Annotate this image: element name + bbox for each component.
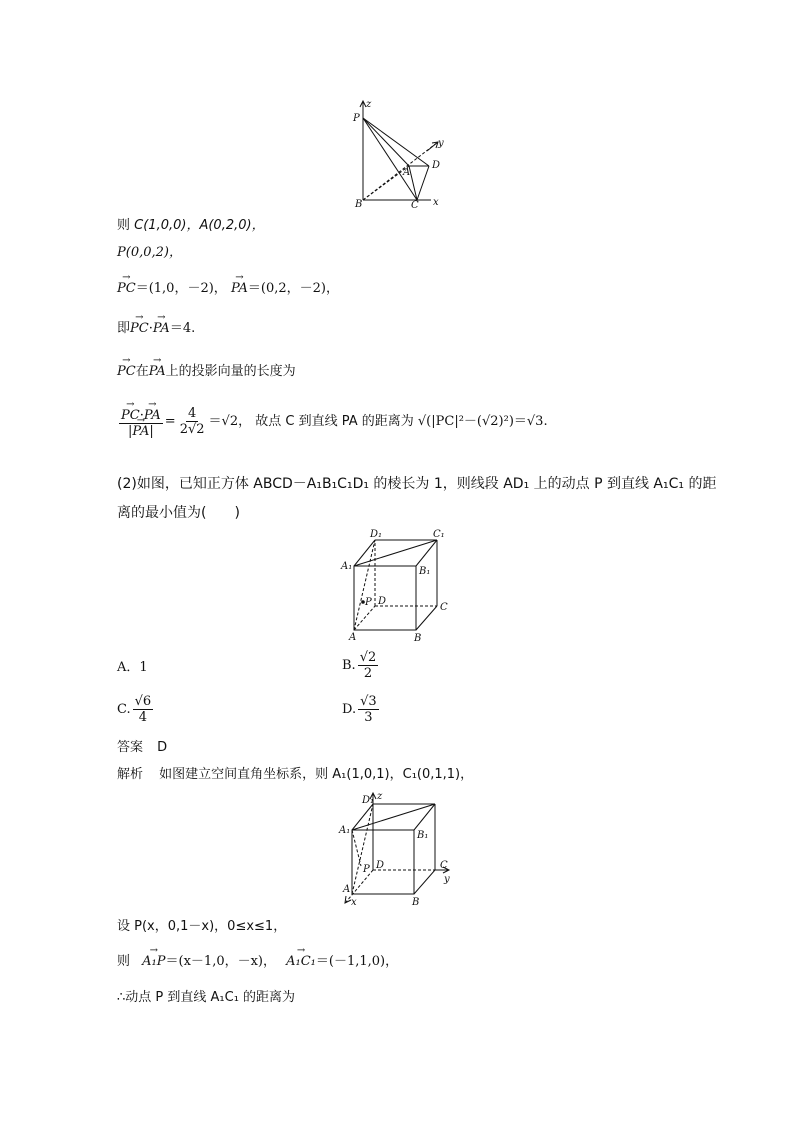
option-C-den: 4 [138,710,148,725]
label-z: z [377,791,383,802]
label-D: D [432,160,441,171]
figure-cube [340,528,460,646]
label-P: P [353,113,360,124]
then-label: 则 [117,218,131,233]
edge-PC [363,118,417,200]
label-C1: C₁ [433,529,445,540]
label-C: C [440,860,448,871]
vector-PC: → PC [117,281,136,297]
label-D1: D₁ [362,795,375,806]
option-C-label: C. [117,702,131,717]
distance-text: 故点 C 到直线 PA 的距离为 [255,414,414,429]
projection-line [117,364,296,380]
label-A: A [343,884,351,895]
label-P: P [363,864,370,875]
coords-line-1 [117,218,265,234]
edge-BC [416,606,437,630]
vector-A1C1: → A₁C₁ [286,954,316,970]
edge-A1C1 [354,540,437,566]
vector-A1P: → A₁P [142,954,165,970]
answer-value: D [157,740,168,755]
edge-A1D1 [352,804,373,830]
set-P-text: 设 P(x，0,1－x)，0≤x≤1， [117,919,287,934]
a1c1-value: ＝(－1,1,0)， [315,954,399,969]
analysis-text: 如图建立空间直角坐标系，则 A₁(1,0,1)，C₁(0,1,1)， [159,767,474,782]
ji-label: 即 [117,321,131,336]
option-D[interactable] [342,694,381,725]
option-D-num: √3 [360,694,377,709]
coords-line-2 [117,245,182,261]
frac-PA-abs: → PA [132,424,149,439]
label-A1: A₁ [341,561,353,572]
option-A[interactable] [117,660,148,676]
option-B[interactable] [342,650,380,681]
frac-PC: → PC [121,408,140,423]
coords-C-A: C(1,0,0)，A(0,2,0)， [134,218,265,233]
label-C: C [440,602,448,613]
answer-label: 答案 [117,740,144,755]
distance-line: → $\frac{PC\cdot\to PA}{|\to PA|}$ = $\frac{4}{2√2}$ ＝√2， 故点 C 到直线 PA 的距离为 √(|PC|²－(√2)²)＝√3. [117,404,548,439]
question-2-text-2: 离的最小值为( ) [117,505,240,521]
edge-B1C1 [416,540,437,566]
option-C-num: √6 [134,694,152,709]
label-A1: A₁ [339,825,351,836]
option-D-label: D. [342,702,357,717]
label-A: A [403,167,411,178]
label-B: B [412,897,420,908]
edge-DC [417,166,429,200]
label-B: B [355,199,363,210]
distance-expr: √(|PC|²－(√2)²)＝√3. [417,414,548,429]
vector-PA-3: → PA [149,364,166,380]
proj-text: 上的投影向量的长度为 [165,364,296,379]
label-D1: D₁ [370,529,383,540]
label-D: D [376,860,385,871]
label-y: y [444,874,450,885]
answer-line [117,740,167,756]
therefore-line [117,990,295,1006]
label-x: x [433,197,439,208]
option-C[interactable] [117,694,155,725]
vector-PC-3: → PC [117,364,136,380]
value-num: 4 [187,406,197,421]
option-D-den: 3 [364,710,373,725]
question-2-line-1 [117,476,716,492]
question-2-line-2 [117,505,240,521]
label-y: y [438,138,444,149]
therefore-text: ∴动点 P 到直线 A₁C₁ 的距离为 [117,990,296,1005]
label-z: z [366,99,372,110]
edge-B1C1 [414,804,435,830]
proj-on: 在 [135,364,149,379]
eq-sqrt2: ＝√2， [208,414,252,429]
edge-A1C1 [352,804,435,830]
edge-BC [414,870,435,894]
vector-line [117,281,339,297]
label-B: B [414,633,422,644]
projection-fraction: → $\frac{PC\cdot\to PA}{|\to PA|}$ [119,404,163,439]
option-A-text: A．1 [117,660,148,675]
frac-PA: → PA [144,408,161,423]
label-B1: B₁ [417,830,429,841]
value-fraction [178,406,207,437]
set-P-line [117,919,286,935]
dot-product-line: 即→ PC·→ PA＝4. [117,321,195,337]
option-B-label: B. [342,658,356,673]
vector-PA: → PA [231,281,248,297]
edge-PD [363,118,429,166]
option-B-den: 2 [363,666,373,681]
pa-value: ＝(0,2，－2)， [247,281,339,296]
edge-A1P [352,830,361,866]
label-B1: B₁ [419,566,431,577]
then-label-2: 则 [117,954,131,969]
vector-PC-2: → PC [130,321,149,337]
figure-pyramid [345,98,465,210]
coords-P: P(0,0,2)， [117,245,182,260]
analysis-label: 解析 [117,767,144,782]
question-2-text-1: (2)如图，已知正方体 ABCD－A₁B₁C₁D₁ 的棱长为 1，则线段 AD₁ 上的动点 P 到直线 A₁C₁ 的距 [117,476,717,492]
label-x: x [351,897,357,908]
label-P: P [365,597,372,608]
analysis-line [117,767,473,783]
dot-result: ＝4. [169,321,196,336]
vector-PA-2: → PA [153,321,170,337]
label-D: D [378,596,387,607]
label-A: A [349,632,357,643]
edge-PA [363,118,409,166]
a1p-value: ＝(x－1,0，－x)， [165,954,276,969]
value-den: 2√2 [179,422,205,437]
label-C: C [411,200,419,210]
figure-cube-axes [336,790,461,908]
pc-value: ＝(1,0，－2)， [135,281,227,296]
vector-A1-line [117,954,398,970]
option-B-num: √2 [359,650,377,665]
edge-A1D1 [354,540,375,566]
